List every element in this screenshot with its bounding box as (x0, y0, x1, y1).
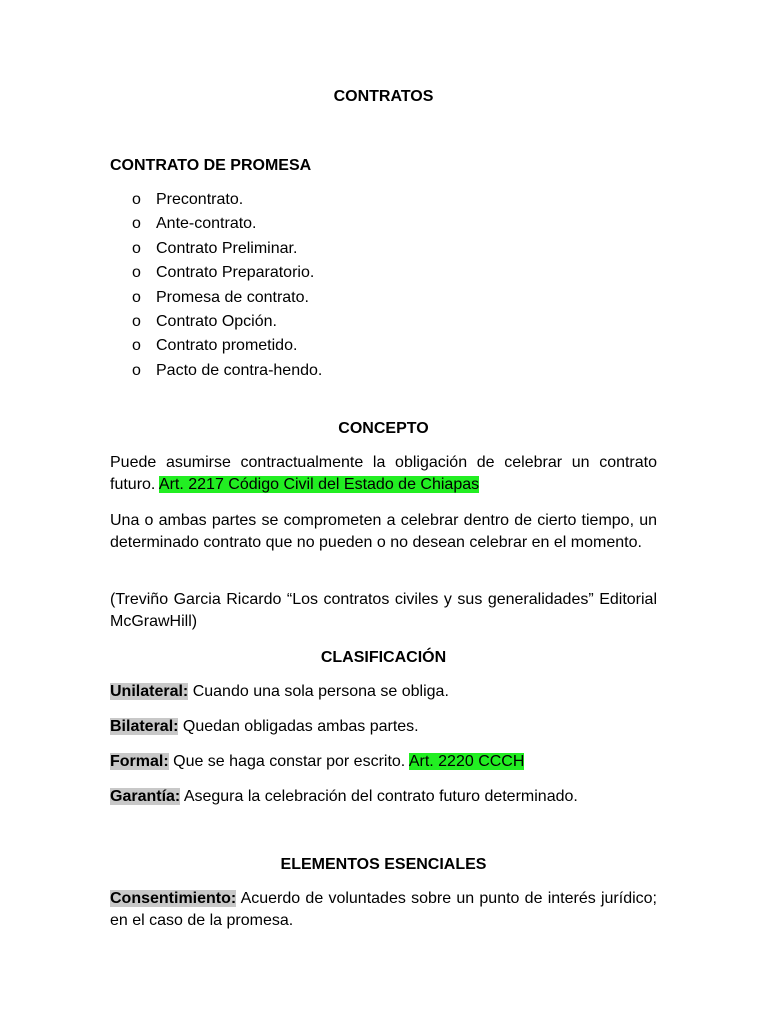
term-label: Garantía: (110, 788, 181, 805)
heading-elementos-esenciales: ELEMENTOS ESENCIALES (280, 856, 487, 873)
list-item: o Ante-contrato. (110, 213, 322, 237)
circle-bullet-icon: o (132, 312, 141, 330)
concepto-paragraph-2: Una o ambas partes se comprometen a celebrar dentro de cierto tiempo, un determinado contrato que no pueden o no desean celebrar en el momento. (110, 512, 657, 551)
heading-concepto: CONCEPTO (338, 420, 429, 437)
circle-bullet-icon: o (132, 264, 141, 282)
synonyms-list (110, 189, 322, 384)
term-label: Formal: (110, 753, 169, 770)
term-label: Bilateral: (110, 718, 179, 735)
consentimiento-paragraph: Consentimiento: Acuerdo de voluntades sobre un punto de interés jurídico; en el caso de la promesa. (110, 890, 657, 929)
article-reference: Art. 2217 Código Civil del Estado de Chiapas (158, 476, 480, 493)
list-item: o Promesa de contrato. (110, 287, 322, 311)
circle-bullet-icon: o (132, 337, 141, 355)
document-title: CONTRATOS (333, 88, 434, 105)
clasificacion-row-bilateral: Bilateral: Quedan obligadas ambas partes. (110, 718, 419, 735)
clasificacion-row-unilateral: Unilateral: Cuando una sola persona se obliga. (110, 683, 449, 700)
concepto-paragraph-1: Puede asumirse contractualmente la obligación de celebrar un contrato futuro. Art. 2217 Código Civil del Estado de Chiapas (110, 454, 657, 493)
list-item: o Precontrato. (110, 189, 322, 213)
circle-bullet-icon: o (132, 288, 141, 306)
list-item: o Pacto de contra-hendo. (110, 360, 322, 384)
term-label: Unilateral: (110, 683, 189, 700)
circle-bullet-icon: o (132, 215, 141, 233)
article-reference: Art. 2220 CCCH (408, 753, 525, 770)
circle-bullet-icon: o (132, 239, 141, 257)
circle-bullet-icon: o (132, 191, 141, 208)
citation-paragraph: (Treviño Garcia Ricardo “Los contratos civiles y sus generalidades” Editorial McGrawHill) (110, 591, 657, 630)
heading-clasificacion: CLASIFICACIÓN (320, 649, 447, 666)
circle-bullet-icon: o (132, 361, 141, 379)
list-item: o Contrato Preparatorio. (110, 262, 322, 286)
heading-contrato-de-promesa: CONTRATO DE PROMESA (110, 157, 312, 174)
list-item: o Contrato prometido. (110, 335, 322, 359)
term-label: Consentimiento: (110, 890, 237, 907)
list-item: o Contrato Opción. (110, 311, 322, 335)
list-item: o Contrato Preliminar. (110, 238, 322, 262)
clasificacion-row-formal: Formal: Que se haga constar por escrito. Art. 2220 CCCH (110, 753, 525, 770)
clasificacion-row-garantia: Garantía: Asegura la celebración del contrato futuro determinado. (110, 788, 578, 805)
